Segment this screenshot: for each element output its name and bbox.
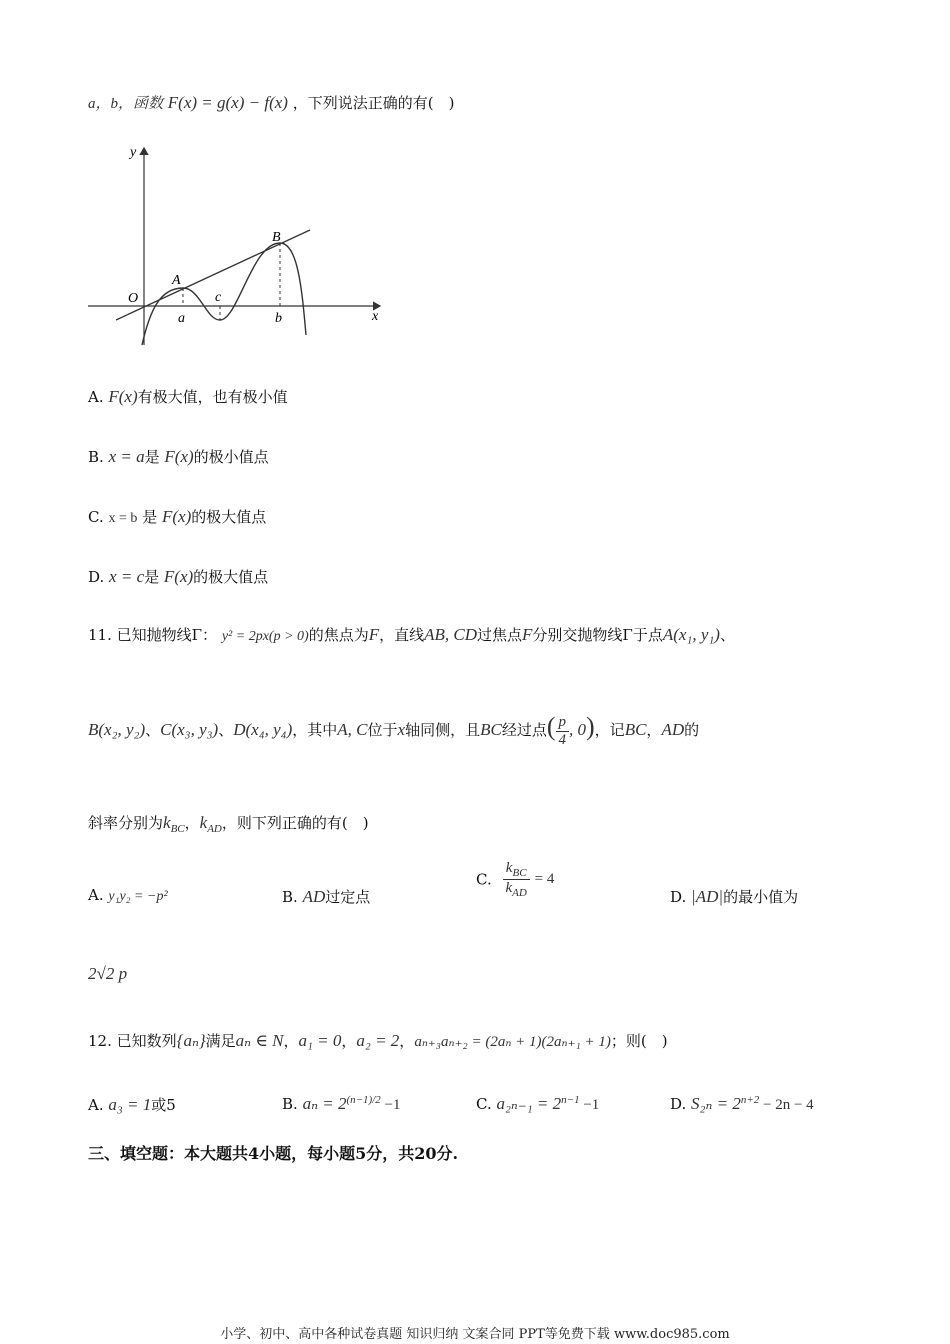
q11-stem-line2: B(x₂, y₂)、C(x₃, y₃)、D(x₄, y₄)，其中A, C位于x轴同侧，且BC经过点( $\frac{p}{4}$ , 0)，记BC，AD的 xyxy=(88,712,700,748)
page-footer: 小学、初中、高中各种试卷真题 知识归纳 文案合同 PPT等免费下载 www.doc985.com xyxy=(220,1327,730,1342)
q12-stem: 12. 已知数列{aₙ}满足aₙ ∈ N，a₁ = 0，a₂ = 2，aₙ₊₃aₙ₊₂ = (2aₙ + 1)(2aₙ₊₁ + 1)；则( ) xyxy=(88,1031,668,1050)
label-x: x xyxy=(372,309,379,324)
q12-option-d: D. $S_{2n} = 2^{n+2} - 2n - 4$ xyxy=(670,1094,814,1113)
q12-number: 12. xyxy=(88,1032,112,1050)
q10-option-d: D. x = c是 F(x)的极大值点 xyxy=(88,567,269,586)
point-fraction: $\frac{p}{4}$ xyxy=(556,714,570,749)
q11-option-a: A. y₁y₂ = −p² xyxy=(88,886,168,904)
q12-option-a: A. a₃ = 1或5 xyxy=(88,1095,176,1114)
q12-option-c: C. $a_{2n-1} = 2^{n-1} -1$ xyxy=(476,1094,600,1113)
label-b: b xyxy=(275,311,282,326)
q11-option-b: B. AD过定点 xyxy=(282,887,371,906)
q10-option-b: B. x = a是 F(x)的极小值点 xyxy=(88,447,269,466)
label-a: a xyxy=(178,311,185,326)
q11-number: 11. xyxy=(88,626,112,644)
q11-option-d: D. |AD|的最小值为 xyxy=(670,887,799,906)
function-curve xyxy=(142,243,306,345)
intro-suffix: ，下列说法正确的有( ) xyxy=(292,94,455,112)
q11-option-d-cont: 2√2 p xyxy=(88,964,128,983)
label-y: y xyxy=(130,145,137,160)
q10-option-c: C. x = b 是 F(x)的极大值点 xyxy=(88,507,267,526)
label-o: O xyxy=(128,291,139,306)
function-graph xyxy=(88,140,388,352)
label-B: B xyxy=(272,230,281,245)
intro-formula: F(x) = g(x) − f(x) xyxy=(167,93,288,112)
q11-option-c: C. $\frac{k_{BC}}{k_{AD}}$ = 4 xyxy=(476,860,555,899)
label-A: A xyxy=(172,273,181,288)
q10-option-a: A. F(x)有极大值，也有极小值 xyxy=(88,387,288,406)
section-3-heading: 三、填空题：本大题共4小题，每小题5分，共20分. xyxy=(88,1144,459,1163)
intro-line xyxy=(88,92,454,113)
label-c: c xyxy=(215,290,222,305)
q11-stem-line3: 斜率分别为$k_{BC}$，$k_{AD}$，则下列正确的有( ) xyxy=(88,813,369,835)
q12-option-b: B. $a_n = 2^{(n-1)/2} -1$ xyxy=(282,1094,401,1113)
q11-stem-line1: 11. 已知抛物线Γ： y² = 2px(p > 0)的焦点为F，直线AB, CD过焦点F分别交抛物线Γ于点A(x₁, y₁)、 xyxy=(88,625,735,644)
intro-vars: a，b，函数 xyxy=(88,96,164,112)
